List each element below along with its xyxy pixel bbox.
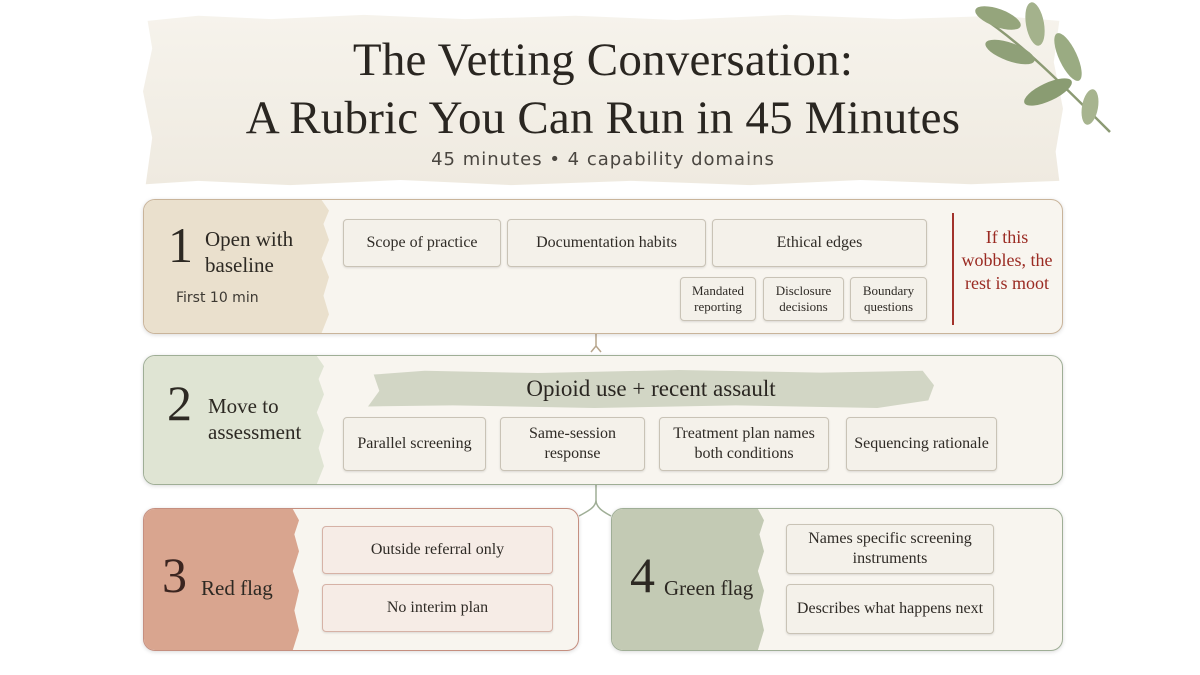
warning-divider (952, 213, 954, 325)
stage-1-time: First 10 min (176, 290, 259, 306)
chip-no-interim-plan: No interim plan (322, 584, 553, 632)
chip-describes-what-happens-next: Describes what happens next (786, 584, 994, 634)
stage-3-number: 3 (162, 547, 187, 603)
subchip-boundary-questions: Boundary questions (850, 277, 927, 321)
stage-3-label: Red flag (201, 576, 273, 600)
chip-scope-of-practice: Scope of practice (343, 219, 501, 267)
chip-documentation-habits: Documentation habits (507, 219, 706, 267)
stage-2-number: 2 (167, 375, 192, 431)
chip-names-screening-instruments: Names specific screening instruments (786, 524, 994, 574)
stage-1-label: Open with baseline (205, 227, 294, 277)
chip-parallel-screening: Parallel screening (343, 417, 486, 471)
chip-sequencing-rationale: Sequencing rationale (846, 417, 997, 471)
subchip-disclosure-decisions: Disclosure decisions (763, 277, 844, 321)
chip-treatment-plan: Treatment plan names both conditions (659, 417, 829, 471)
stage-4-label: Green flag (664, 576, 754, 600)
title-line-2: A Rubric You Can Run in 45 Minutes (245, 92, 961, 144)
stage-1-warning: If this wobbles, the rest is moot (961, 227, 1053, 293)
stage-2-case: Opioid use + recent assault (526, 376, 776, 401)
subchip-mandated-reporting: Mandated reporting (680, 277, 756, 321)
stage-4-number: 4 (630, 547, 655, 603)
chip-outside-referral-only: Outside referral only (322, 526, 553, 574)
leaf-sprig-icon (960, 2, 1120, 142)
stage-1-number: 1 (168, 217, 193, 273)
subtitle: 45 minutes • 4 capability domains (431, 149, 775, 170)
stage-2-label: Move to assessment (208, 394, 302, 444)
chip-same-session-response: Same-session response (500, 417, 645, 471)
title-line-1: The Vetting Conversation: (352, 34, 854, 86)
chip-ethical-edges: Ethical edges (712, 219, 927, 267)
